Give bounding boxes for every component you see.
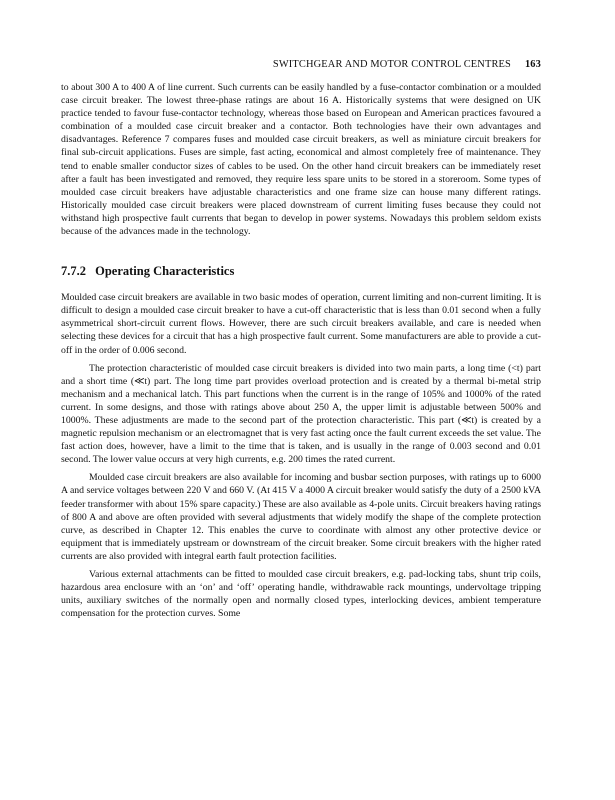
paragraph-2: The protection characteristic of moulded case circuit breakers is divided into two main parts, a long time (<t) part and a short time (≪t) part. The long time part provides overload protection and is created by a thermal bi-metal strip mechanism and a mechanical latch. This part functions when the current is in the range of 105% and 1000% of the rated current. In some designs, and those with ratings above about 250 A, the upper limit is adjustable between 500% and 1000%. These adjustments are made to the second part of the protection characteristic. This part (≪t) is created by a magnetic repulsion mechanism or an electromagnet that is very fast acting once the fault current exceeds the set value. The fast action does, however, have a limit to the time that is taken, and is usually in the range of 0.003 second and 0.01 second. The lower value occurs at very high currents, e.g. 200 times the rated current.	[61, 362, 541, 466]
section-number: 7.7.2	[61, 264, 86, 279]
running-title: SWITCHGEAR AND MOTOR CONTROL CENTRES	[272, 59, 511, 70]
paragraph-4: Various external attachments can be fitted to moulded case circuit breakers, e.g. pad-locking tabs, shunt trip coils, hazardous area enclosure with an ‘on’ and ‘off’ operating handle, withdrawable rack mountings, undervoltage tripping units, auxiliary switches of the normally open and normally closed types, interlocking devices, ambient temperature compensation for the protection curves. Some	[61, 569, 541, 620]
paragraph-3: Moulded case circuit breakers are also available for incoming and busbar section purposes, with ratings up to 6000 A and service voltages between 220 V and 660 V. (At 415 V a 4000 A circuit breaker would satisfy the duty of a 2500 kVA feeder transformer with about 15% spare capacity.) These are also available as 4-pole units. Circuit breakers having ratings of 800 A and above are often provided with several adjustments that widely modify the shape of the complete protection curve, as described in Chapter 12. This enables the curve to coordinate with almost any other protective device or equipment that is immediately upstream or downstream of the circuit breaker. Some circuit breakers with the higher rated currents are also provided with integral earth fault protection facilities.	[61, 472, 541, 562]
paragraph-1: Moulded case circuit breakers are available in two basic modes of operation, current limiting and non-current limiting. It is difficult to design a moulded case circuit breaker to have a cut-off characteristic that is less than 0.01 second when a fully asymmetrical short-circuit current flows. However, there are such circuit breakers available, and care is needed when selecting these devices for a circuit that has a high prospective fault current. Some manufacturers are able to provide a cut-off in the order of 0.006 second.	[61, 292, 541, 356]
section-title: Operating Characteristics	[95, 264, 235, 279]
page-number: 163	[524, 59, 541, 70]
continued-paragraph: to about 300 A to 400 A of line current. Such currents can be easily handled by a fuse-contactor combination or a moulded case circuit breaker. The lowest three-phase ratings are about 16 A. Historically systems that were designed on UK practice tended to favour fuse-contactor technology, whereas those based on European and American practices favoured a combination of a moulded case circuit breaker and a contactor. Both technologies have their own advantages and disadvantages. Reference 7 compares fuses and moulded case circuit breakers, as well as miniature circuit breakers for final sub-circuit applications. Fuses are simple, fast acting, economical and almost completely free of maintenance. They tend to enable smaller conductor sizes of cables to be used. On the other hand circuit breakers can be immediately reset after a fault has been investigated and removed, they require less spare units to be stored in a storeroom. Some types of moulded case circuit breakers have adjustable characteristics and one frame size can house many different ratings. Historically moulded case circuit breakers were placed downstream of current limiting fuses because they could not withstand high prospective fault currents that began to develop in power systems. Nowadays this problem seldom exists because of the advances made in the technology.	[61, 82, 541, 238]
body-text	[61, 81, 541, 620]
running-header	[273, 59, 541, 70]
section-heading	[61, 264, 541, 279]
